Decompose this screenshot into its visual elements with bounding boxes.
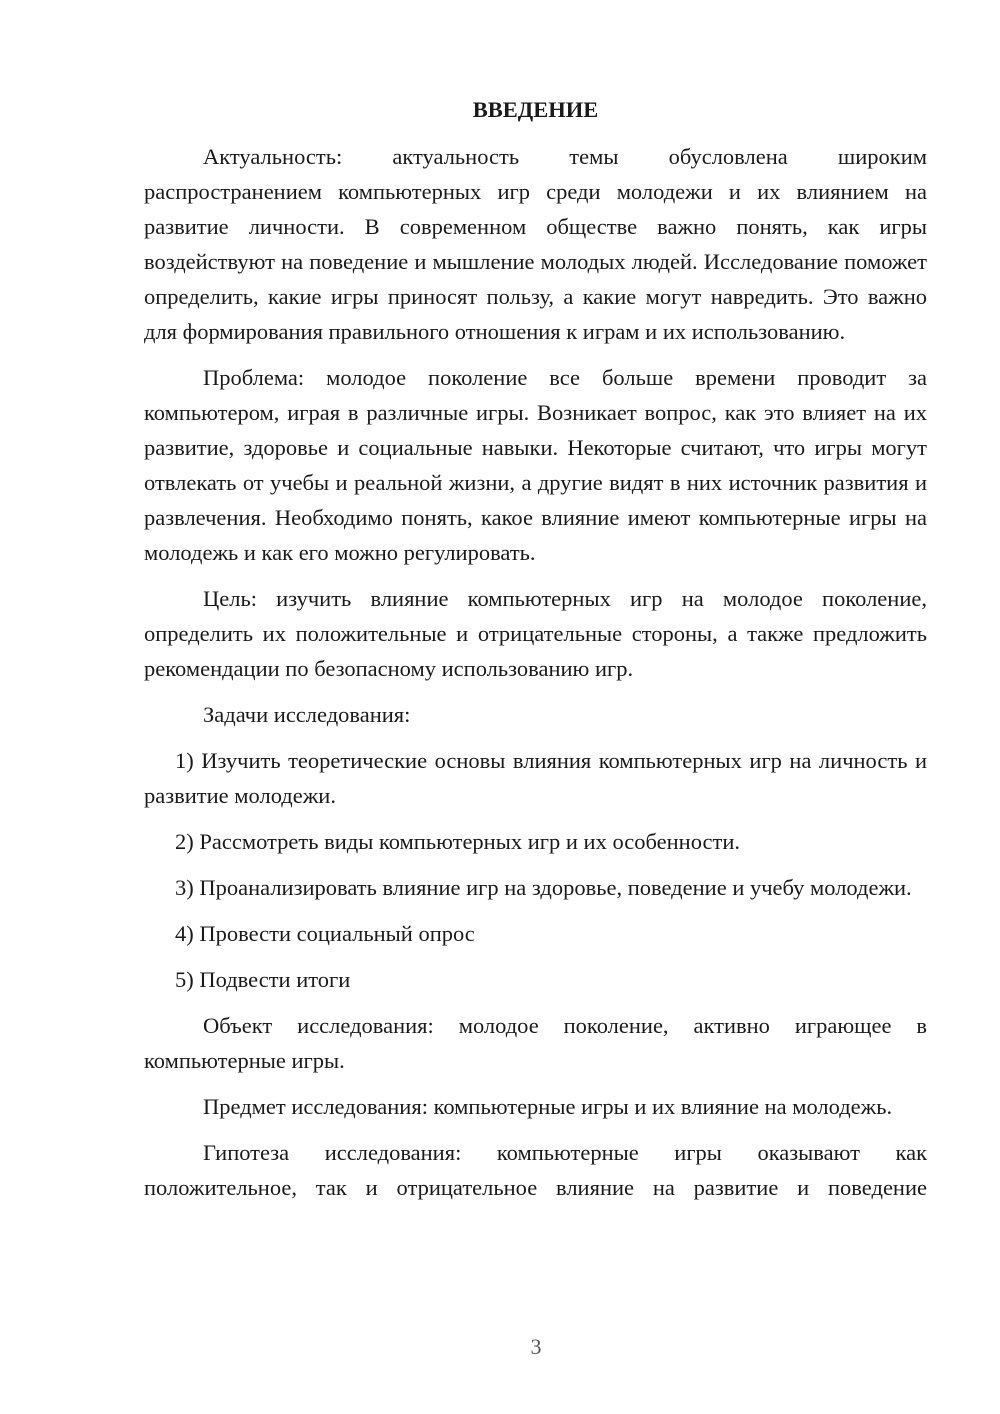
page-title: ВВЕДЕНИЕ: [472, 97, 599, 122]
page-number: 3: [530, 1334, 542, 1359]
page-content: [144, 92, 927, 1205]
task-item: 1) Изучить теоретические основы влияния компьютерных игр на личность и развитие молодежи.: [144, 748, 927, 808]
task-item: 5) Подвести итоги: [175, 967, 351, 992]
paragraph-hypothesis: Гипотеза исследования: компьютерные игры оказывают как положительное, так и отрицательное влияние на развитие и поведение: [144, 1140, 927, 1200]
task-item: 2) Рассмотреть виды компьютерных игр и их особенности.: [175, 829, 741, 854]
paragraph-relevance: Актуальность: актуальность темы обусловлена широким распространением компьютерных игр среди молодежи и их влиянием на развитие личности. В современном обществе важно понять, как игры воздействуют на поведение и мышление молодых людей. Исследование поможет определить, какие игры приносят пользу, а какие могут навредить. Это важно для формирования правильного отношения к играм и их использованию.: [144, 144, 927, 344]
paragraph-problem: Проблема: молодое поколение все больше времени проводит за компьютером, играя в различные игры. Возникает вопрос, как это влияет на их развитие, здоровье и социальные навыки. Некоторые считают, что игры могут отвлекать от учебы и реальной жизни, а другие видят в них источник развития и развлечения. Необходимо понять, какое влияние имеют компьютерные игры на молодежь и как его можно регулировать.: [144, 365, 927, 565]
paragraph-goal: Цель: изучить влияние компьютерных игр на молодое поколение, определить их положительные и отрицательные стороны, а также предложить рекомендации по безопасному использованию игр.: [144, 586, 927, 681]
paragraph-object: Объект исследования: молодое поколение, активно играющее в компьютерные игры.: [144, 1013, 927, 1073]
tasks-heading: Задачи исследования:: [203, 702, 411, 727]
task-item: 3) Проанализировать влияние игр на здоровье, поведение и учебу молодежи.: [175, 875, 912, 900]
task-item: 4) Провести социальный опрос: [175, 921, 475, 946]
paragraph-subject: Предмет исследования: компьютерные игры и их влияние на молодежь.: [203, 1094, 893, 1119]
